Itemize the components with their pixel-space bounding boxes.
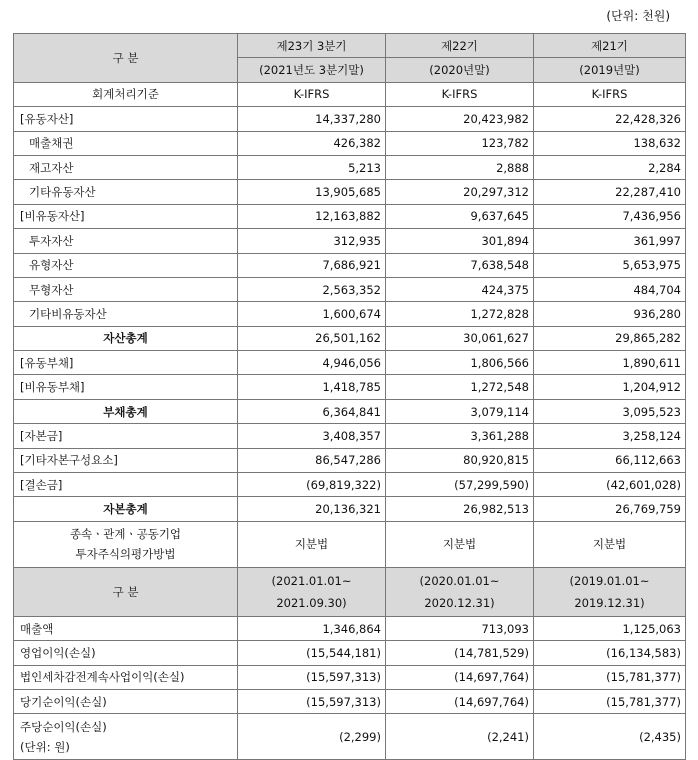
header-period: [238, 567, 386, 616]
cell-value: 3,361,288: [386, 424, 534, 448]
financial-summary-table: [13, 33, 686, 760]
cell-value: (14,781,529): [386, 641, 534, 665]
cell-value: 936,280: [534, 302, 686, 326]
row-label: [결손금]: [14, 473, 238, 497]
row-label-line: (단위: 원): [20, 739, 70, 754]
header-period-name: 제23기 3분기: [238, 34, 386, 58]
table-row: [14, 326, 686, 350]
cell-value: (42,601,028): [534, 473, 686, 497]
cell-value: 3,408,357: [238, 424, 386, 448]
row-label: [유동자산]: [14, 107, 238, 131]
cell-value: 123,782: [386, 131, 534, 155]
cell-value: 1,272,548: [386, 375, 534, 399]
cell-value: 22,428,326: [534, 107, 686, 131]
cell-value: (2,241): [386, 714, 534, 760]
table-row: [14, 351, 686, 375]
cell-value: 86,547,286: [238, 448, 386, 472]
row-label: [14, 714, 238, 760]
header-period: [386, 567, 534, 616]
cell-value: K-IFRS: [386, 82, 534, 106]
row-label: 매출채권: [14, 131, 238, 155]
cell-value: K-IFRS: [534, 82, 686, 106]
table-row: [14, 155, 686, 179]
header-label: 구 분: [14, 34, 238, 83]
table-row: [14, 253, 686, 277]
cell-value: (15,781,377): [534, 665, 686, 689]
header-label: 구 분: [14, 567, 238, 616]
row-label: [비유동자산]: [14, 204, 238, 228]
cell-value: 312,935: [238, 229, 386, 253]
cell-value: (2,299): [238, 714, 386, 760]
row-label: 회계처리기준: [14, 82, 238, 106]
cell-value: 26,501,162: [238, 326, 386, 350]
cell-value: 26,982,513: [386, 497, 534, 521]
header-period-sub: (2021년도 3분기말): [238, 58, 386, 82]
table-row: [14, 689, 686, 713]
cell-value: 7,686,921: [238, 253, 386, 277]
row-label: [유동부채]: [14, 351, 238, 375]
row-label: 기타비유동자산: [14, 302, 238, 326]
header-period-line: 2021.09.30): [276, 595, 347, 610]
header-row-1: [14, 34, 686, 58]
table-row: [14, 229, 686, 253]
row-label-line: 투자주식의평가방법: [75, 547, 176, 562]
cell-value: 3,258,124: [534, 424, 686, 448]
row-label: 영업이익(손실): [14, 641, 238, 665]
cell-value: (15,781,377): [534, 689, 686, 713]
table-row: [14, 448, 686, 472]
cell-value: 138,632: [534, 131, 686, 155]
cell-value: 5,213: [238, 155, 386, 179]
cell-value: (15,597,313): [238, 665, 386, 689]
cell-value: 1,890,611: [534, 351, 686, 375]
unit-label: (단위: 천원): [606, 9, 670, 23]
cell-value: 30,061,627: [386, 326, 534, 350]
header-period-sub: (2019년말): [534, 58, 686, 82]
table-row: [14, 277, 686, 301]
cell-value: 6,364,841: [238, 399, 386, 423]
cell-value: 7,436,956: [534, 204, 686, 228]
cell-value: 9,637,645: [386, 204, 534, 228]
table-row: [14, 204, 686, 228]
table-row: [14, 375, 686, 399]
cell-value: (14,697,764): [386, 665, 534, 689]
cell-value: 80,920,815: [386, 448, 534, 472]
cell-value: 3,095,523: [534, 399, 686, 423]
row-label-line: 주당순이익(손실): [20, 719, 107, 734]
table-row: [14, 665, 686, 689]
table-row: [14, 180, 686, 204]
cell-value: (57,299,590): [386, 473, 534, 497]
cell-value: K-IFRS: [238, 82, 386, 106]
row-label: 유형자산: [14, 253, 238, 277]
row-label: 당기순이익(손실): [14, 689, 238, 713]
table-row: [14, 107, 686, 131]
row-label: 투자자산: [14, 229, 238, 253]
row-label: [기타자본구성요소]: [14, 448, 238, 472]
cell-value: 1,600,674: [238, 302, 386, 326]
cell-value: 지분법: [534, 521, 686, 567]
cell-value: (16,134,583): [534, 641, 686, 665]
cell-value: 20,136,321: [238, 497, 386, 521]
table-row: [14, 302, 686, 326]
cell-value: 26,769,759: [534, 497, 686, 521]
cell-value: 14,337,280: [238, 107, 386, 131]
row-label-line: 종속ㆍ관계ㆍ공동기업: [69, 527, 182, 542]
table-row: [14, 424, 686, 448]
cell-value: 20,297,312: [386, 180, 534, 204]
cell-value: 1,806,566: [386, 351, 534, 375]
cell-value: (2,435): [534, 714, 686, 760]
cell-value: 1,125,063: [534, 616, 686, 640]
cell-value: 426,382: [238, 131, 386, 155]
cell-value: 2,888: [386, 155, 534, 179]
row-label: 부채총계: [14, 399, 238, 423]
cell-value: 713,093: [386, 616, 534, 640]
row-label: 재고자산: [14, 155, 238, 179]
cell-value: 12,163,882: [238, 204, 386, 228]
row-label: 무형자산: [14, 277, 238, 301]
cell-value: 13,905,685: [238, 180, 386, 204]
row-label: 법인세차감전계속사업이익(손실): [14, 665, 238, 689]
row-label: [자본금]: [14, 424, 238, 448]
cell-value: (14,697,764): [386, 689, 534, 713]
cell-value: 29,865,282: [534, 326, 686, 350]
table-row: [14, 641, 686, 665]
equity-method-row: [14, 521, 686, 567]
row-label: 기타유동자산: [14, 180, 238, 204]
header-period-line: 2019.12.31): [574, 595, 645, 610]
row-label: [비유동부채]: [14, 375, 238, 399]
eps-row: [14, 714, 686, 760]
cell-value: 1,204,912: [534, 375, 686, 399]
cell-value: 20,423,982: [386, 107, 534, 131]
cell-value: (15,544,181): [238, 641, 386, 665]
financial-summary-body: [14, 34, 686, 760]
cell-value: 66,112,663: [534, 448, 686, 472]
basis-row: [14, 82, 686, 106]
row-label: 자본총계: [14, 497, 238, 521]
row-label: 매출액: [14, 616, 238, 640]
cell-value: 2,284: [534, 155, 686, 179]
cell-value: (69,819,322): [238, 473, 386, 497]
cell-value: 4,946,056: [238, 351, 386, 375]
cell-value: 1,272,828: [386, 302, 534, 326]
cell-value: 지분법: [238, 521, 386, 567]
cell-value: 1,346,864: [238, 616, 386, 640]
income-header-row: [14, 567, 686, 616]
cell-value: 361,997: [534, 229, 686, 253]
table-row: [14, 616, 686, 640]
table-row: [14, 131, 686, 155]
table-row: [14, 473, 686, 497]
header-period-line: 2020.12.31): [424, 595, 495, 610]
header-period-line: (2020.01.01~: [419, 573, 500, 588]
table-row: [14, 497, 686, 521]
cell-value: 484,704: [534, 277, 686, 301]
cell-value: 3,079,114: [386, 399, 534, 423]
cell-value: 22,287,410: [534, 180, 686, 204]
header-period-name: 제21기: [534, 34, 686, 58]
cell-value: 1,418,785: [238, 375, 386, 399]
cell-value: 301,894: [386, 229, 534, 253]
table-row: [14, 399, 686, 423]
row-label: [14, 521, 238, 567]
row-label: 자산총계: [14, 326, 238, 350]
cell-value: 424,375: [386, 277, 534, 301]
cell-value: 2,563,352: [238, 277, 386, 301]
cell-value: (15,597,313): [238, 689, 386, 713]
header-period-line: (2021.01.01~: [271, 573, 352, 588]
header-period-sub: (2020년말): [386, 58, 534, 82]
header-period-name: 제22기: [386, 34, 534, 58]
header-period: [534, 567, 686, 616]
header-period-line: (2019.01.01~: [569, 573, 650, 588]
cell-value: 5,653,975: [534, 253, 686, 277]
cell-value: 지분법: [386, 521, 534, 567]
cell-value: 7,638,548: [386, 253, 534, 277]
